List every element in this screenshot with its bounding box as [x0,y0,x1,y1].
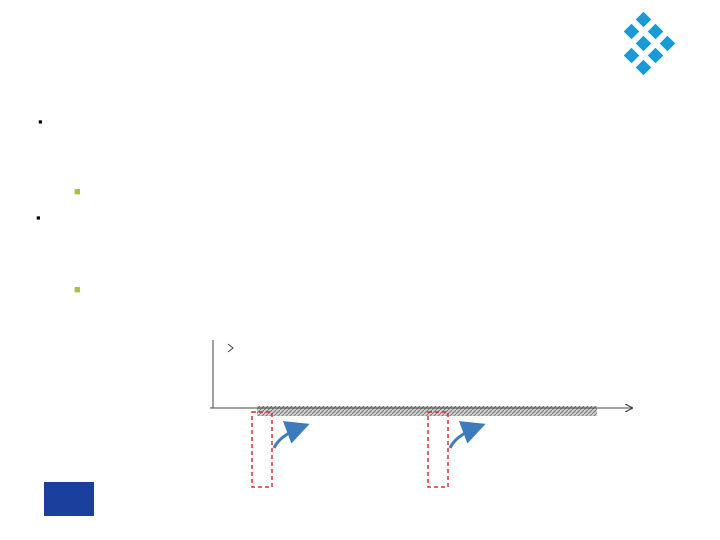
diagram-svg [200,330,650,520]
neat-logo [556,12,676,86]
lifelong-learning-logo [44,480,164,520]
depreciation-arrow-1 [274,426,304,448]
neat-logo-icon [556,12,676,86]
purchase-box-2 [428,412,448,487]
sub-bullet-marker: ■ [74,284,81,296]
bullet-marker: ▪ [38,114,43,129]
sub-bullet-marker: ■ [74,186,81,198]
eu-flag-icon [44,482,94,516]
y-axis-arrow [228,344,233,352]
purchase-box-1 [252,412,272,487]
depreciation-diagram [200,330,650,520]
depreciation-arrow-2 [450,426,480,448]
bullet-marker: ▪ [36,210,41,225]
